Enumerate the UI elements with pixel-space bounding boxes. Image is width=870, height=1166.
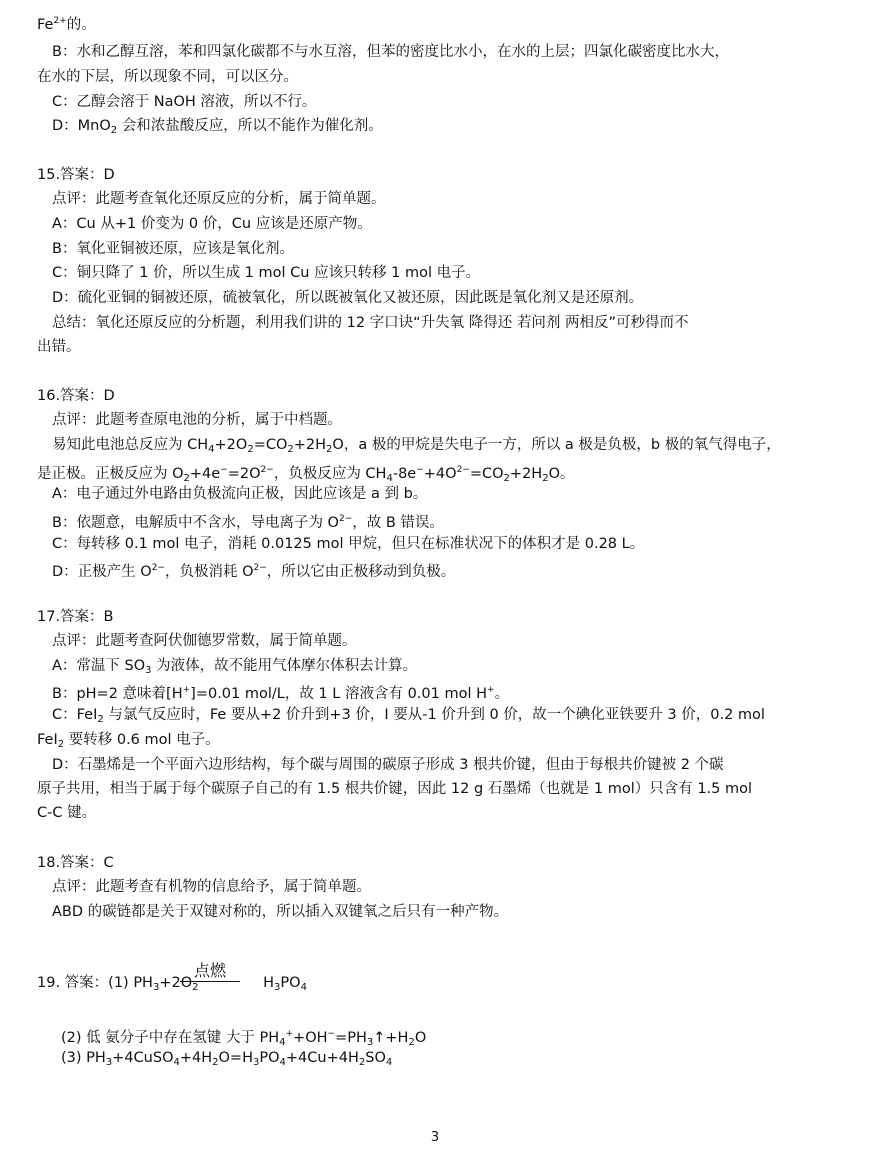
subscript: 2 [97, 714, 104, 725]
answer-heading: 18.答案：C [37, 855, 114, 871]
superscript: 2+ [53, 16, 67, 26]
text-run: ↑+H [373, 1030, 409, 1046]
text-run: ，所以它由正极移动到负极。 [266, 564, 456, 580]
page-number: 3 [430, 1130, 440, 1145]
text-run: 为液体，故不能用气体摩尔体积去计算。 [151, 658, 418, 674]
text-line: A：Cu 从+1 价变为 0 价，Cu 应该是还原产物。 [52, 216, 372, 232]
text-run: D：正极产生 O [52, 564, 152, 580]
superscript: 2− [253, 563, 267, 573]
text-run: O [414, 1030, 427, 1046]
text-run: PO [259, 1050, 280, 1066]
subscript: 3 [145, 665, 152, 676]
condition-label: 点燃 [193, 961, 226, 980]
subscript: 2 [212, 1057, 219, 1068]
text-run: 与氯气反应时，Fe 要从+2 价升到+3 价，I 要从-1 价升到 0 价，故一个碘化亚铁要升 3 价，0.2 mol [103, 707, 765, 723]
reaction-line [180, 981, 240, 982]
answer-heading: 15.答案：D [37, 167, 115, 183]
text-run: A：常温下 SO [52, 658, 146, 674]
text-run: 要转移 0.6 mol 电子。 [64, 732, 220, 748]
subscript: 4 [386, 473, 393, 484]
text-line: 原子共用，相当于属于每个碳原子自己的有 1.5 根共价键，因此 12 g 石墨烯（也就是 1 mol）只含有 1.5 mol [37, 781, 753, 797]
subscript: 2 [57, 739, 65, 750]
subscript: 2 [503, 473, 510, 484]
subscript: 2 [183, 473, 190, 484]
superscript: − [327, 1029, 336, 1039]
subscript: 4 [173, 1057, 180, 1068]
subscript: 3 [274, 982, 281, 993]
text-line [52, 705, 765, 730]
text-run: 。 [494, 686, 510, 702]
text-run: B：pH=2 意味着[H [52, 686, 183, 702]
text-run: +4Cu+4H [285, 1050, 359, 1066]
text-run: +4CuSO [112, 1050, 174, 1066]
text-run: +2H [509, 466, 543, 482]
text-line: B：氧化亚铜被还原，应该是氧化剂。 [52, 241, 294, 257]
answer-heading: 16.答案：D [37, 388, 115, 404]
text-run: D：MnO [52, 118, 111, 134]
text-line [52, 116, 383, 141]
superscript: 2− [338, 514, 353, 524]
subscript: 3 [252, 1057, 260, 1068]
text-run: SO [365, 1050, 386, 1066]
superscript: + [487, 685, 495, 695]
text-line: A：电子通过外电路由负极流向正极，因此应该是 a 到 b。 [52, 486, 428, 502]
text-run: =CO [253, 437, 288, 453]
subscript: 4 [279, 1037, 286, 1048]
subscript: 2 [358, 1057, 366, 1068]
text-run: O。 [548, 466, 575, 482]
text-run: ，故 B 错误。 [352, 515, 444, 531]
text-line [52, 509, 444, 533]
text-run: =CO [469, 466, 504, 482]
text-line [52, 656, 417, 681]
subscript: 2 [110, 125, 118, 136]
text-line: 总结：氧化还原反应的分析题，利用我们讲的 12 字口诀“升失氧 降得还 若问剂 两相反”可秒得而不 [52, 315, 689, 331]
text-run: H [258, 975, 275, 991]
subscript: 2 [408, 1037, 415, 1048]
superscript: + [182, 685, 191, 695]
subscript: 4 [279, 1057, 286, 1068]
text-line: D：硫化亚铜的铜被还原，硫被氧化，所以既被氧化又被还原，因此既是氧化剂又是还原剂。 [52, 290, 644, 306]
text-run: 的。 [66, 17, 96, 33]
text-run: +4H [179, 1050, 213, 1066]
subscript: 2 [192, 982, 199, 993]
text-line: C-C 键。 [37, 805, 97, 821]
subscript: 4 [385, 1057, 393, 1068]
text-run: B：依题意，电解质中不含水，导电离子为 O [52, 515, 339, 531]
text-line [52, 680, 509, 704]
answer-heading [37, 973, 307, 998]
text-run: 19. 答案：(1) PH [37, 975, 153, 991]
subscript: 4 [208, 444, 215, 455]
text-line [37, 730, 220, 755]
text-run: ，负极反应为 CH [273, 466, 387, 482]
text-run: 会和浓盐酸反应，所以不能作为催化剂。 [117, 118, 383, 134]
text-run: C：FeI [52, 707, 98, 723]
text-run: (3) PH [61, 1050, 106, 1066]
superscript: + [285, 1029, 294, 1039]
text-line [61, 1048, 392, 1073]
text-run: FeI [37, 732, 58, 748]
subscript: 4 [300, 982, 307, 993]
subscript: 3 [366, 1037, 374, 1048]
text-line: D：石墨烯是一个平面六边形结构，每个碳与周围的碳原子形成 3 根共价键，但由于每根共价键被 2 个碳 [52, 757, 724, 773]
subscript: 3 [105, 1057, 113, 1068]
text-line: C：铜只降了 1 价，所以生成 1 mol Cu 应该只转移 1 mol 电子。 [52, 265, 481, 281]
subscript: 2 [247, 444, 254, 455]
text-line: C：每转移 0.1 mol 电子，消耗 0.0125 mol 甲烷，但只在标准状况下的体积才是 0.28 L。 [52, 536, 645, 552]
text-run: PO [280, 975, 301, 991]
text-run: +OH [293, 1030, 328, 1046]
reaction-condition [180, 958, 240, 986]
text-line: ABD 的碳链都是关于双键对称的，所以插入双键氧之后只有一种产物。 [52, 904, 509, 920]
subscript: 2 [287, 444, 294, 455]
text-line: B：水和乙醇互溶，苯和四氯化碳都不与水互溶，但苯的密度比水小，在水的上层；四氯化碳密度比水大， [52, 44, 729, 60]
subscript: 3 [152, 982, 160, 993]
subscript: 2 [326, 444, 333, 455]
text-run: =2O [227, 466, 261, 482]
text-line: C：乙醇会溶于 NaOH 溶液，所以不行。 [52, 94, 317, 110]
text-run: 是正极。正极反应为 O [37, 466, 184, 482]
text-line: 在水的下层，所以现象不同，可以区分。 [37, 69, 298, 85]
text-run: +4e [189, 466, 221, 482]
text-line: 点评：此题考查阿伏伽德罗常数，属于简单题。 [52, 633, 357, 649]
text-run: =PH [335, 1030, 367, 1046]
superscript: − [416, 465, 424, 475]
text-line: 点评：此题考查有机物的信息给予，属于简单题。 [52, 879, 371, 895]
text-line [52, 558, 455, 582]
text-run: +2O [214, 437, 248, 453]
superscript: − [220, 465, 228, 475]
text-line: 点评：此题考查原电池的分析，属于中档题。 [52, 412, 342, 428]
text-run: Fe [37, 17, 54, 33]
superscript: 2− [260, 465, 274, 475]
answer-heading: 17.答案：B [37, 609, 114, 625]
text-run: +2H [293, 437, 327, 453]
text-run: (2) 低 氨分子中存在氢键 大于 PH [61, 1030, 280, 1046]
superscript: 2− [456, 465, 470, 475]
text-run: ]=0.01 mol/L，故 1 L 溶液含有 0.01 mol H [190, 686, 488, 702]
superscript: 2− [151, 563, 165, 573]
text-line [52, 435, 781, 460]
text-run: +4O [423, 466, 457, 482]
subscript: 2 [542, 473, 549, 484]
text-run: -8e [392, 466, 417, 482]
text-run: 易知此电池总反应为 CH [52, 437, 209, 453]
text-line: 点评：此题考查氧化还原反应的分析，属于简单题。 [52, 191, 386, 207]
text-line [37, 11, 96, 35]
text-line: 出错。 [37, 339, 81, 355]
text-run: O=H [218, 1050, 253, 1066]
text-run: ，负极消耗 O [164, 564, 254, 580]
text-run: O，a 极的甲烷是失电子一方，所以 a 极是负极，b 极的氧气得电子， [332, 437, 781, 453]
text-run: +2O [159, 975, 193, 991]
